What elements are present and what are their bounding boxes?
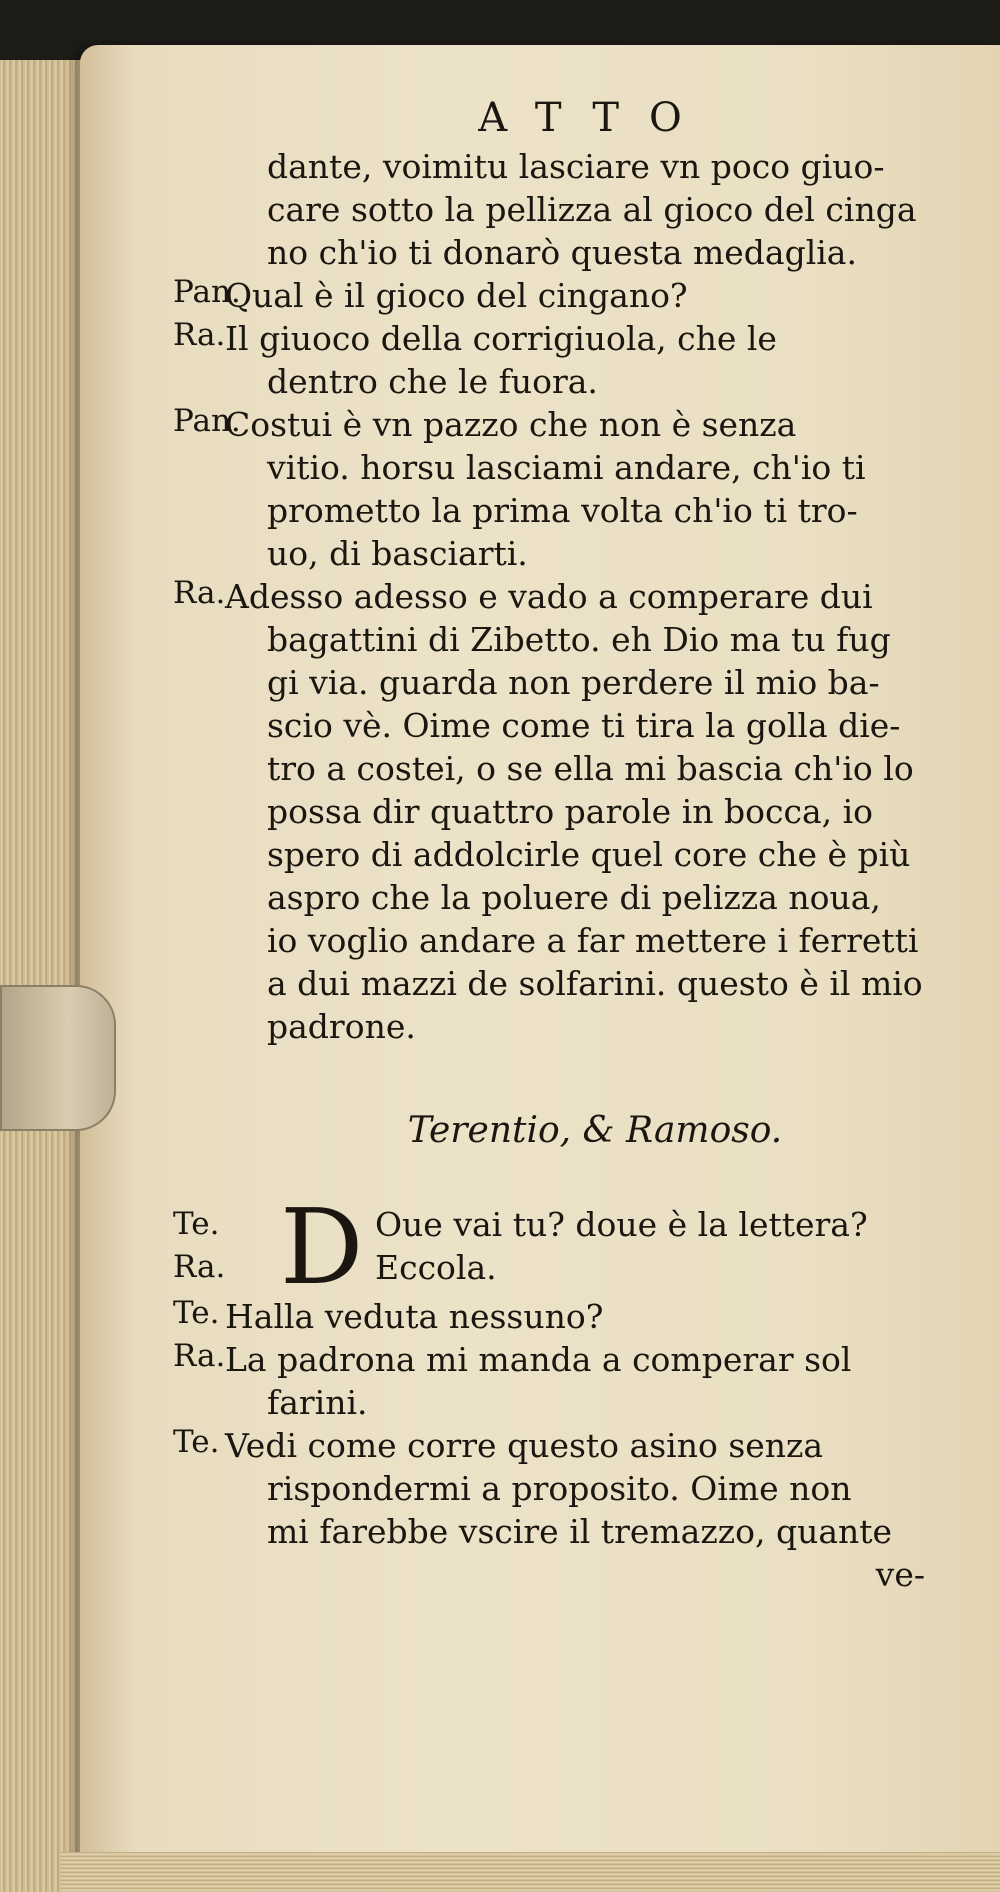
text-line: Eccola. — [375, 1248, 497, 1287]
text-line: uo, di basciarti. — [267, 534, 528, 573]
speaker-label: Ra. — [173, 575, 226, 611]
drop-cap: D — [280, 1186, 364, 1308]
text-line: gi via. guarda non perdere il mio ba- — [267, 663, 880, 702]
text-line: bagattini di Zibetto. eh Dio ma tu fug — [267, 620, 891, 659]
speech — [173, 1295, 965, 1338]
text-line: a dui mazzi de solfarini. questo è il mio — [267, 964, 923, 1003]
text-line: rispondermi a proposito. Oime non — [267, 1469, 852, 1508]
text-line: dentro che le fuora. — [267, 362, 598, 401]
speaker-label: Pan. — [173, 403, 241, 439]
scene-title: Terentio, & Ramoso. — [407, 1110, 783, 1151]
speaker-label: Ra. — [173, 317, 226, 353]
speaker-label: Te. — [173, 1206, 220, 1242]
speeches-top — [173, 274, 965, 1048]
text-line: mi farebbe vscire il tremazzo, quante — [267, 1512, 893, 1551]
text-line: Qual è il gioco del cingano? — [225, 276, 688, 315]
text-line: io voglio andare a far mettere i ferretti — [267, 921, 919, 960]
speech — [173, 403, 965, 575]
text-line: tro a costei, o se ella mi bascia ch'io lo — [267, 749, 914, 788]
speech — [173, 317, 965, 403]
book-clip — [0, 985, 116, 1131]
text-line: scio vè. Oime come ti tira la golla die- — [267, 706, 901, 745]
text-line: prometto la prima volta ch'io ti tro- — [267, 491, 858, 530]
text-line: Il giuoco della corrigiuola, che le — [225, 319, 777, 358]
text-line: care sotto la pellizza al gioco del cinga — [267, 190, 917, 229]
text-line: padrone. — [267, 1007, 416, 1046]
speech — [173, 1424, 965, 1553]
text-line: Costui è vn pazzo che non è senza — [225, 405, 797, 444]
text-line: vitio. horsu lasciami andare, ch'io ti — [267, 448, 866, 487]
speaker-label: Te. — [173, 1295, 220, 1331]
text-line: no ch'io ti donarò questa medaglia. — [267, 233, 857, 272]
text-line: farini. — [267, 1383, 368, 1422]
speaker-label: Ra. — [173, 1338, 226, 1374]
dropcap-block — [173, 1186, 965, 1308]
speech — [173, 274, 965, 317]
text-line: La padrona mi manda a comperar sol — [225, 1340, 852, 1379]
running-header: ATTO — [478, 95, 712, 141]
page-bottom-edges — [60, 1852, 1000, 1892]
text-block — [173, 95, 965, 1596]
speech — [173, 1338, 965, 1424]
text-line: Oue vai tu? doue è la lettera? — [375, 1205, 868, 1244]
text-line: spero di addolcirle quel core che è più — [267, 835, 911, 874]
continuation — [225, 145, 965, 274]
speaker-label: Te. — [173, 1424, 220, 1460]
text-line: Adesso adesso e vado a comperare dui — [225, 577, 873, 616]
text-line: aspro che la poluere di pelizza noua, — [267, 878, 881, 917]
speaker-label: Pan. — [173, 274, 241, 310]
speeches-bottom — [173, 1295, 965, 1553]
catchword: ve- — [875, 1555, 925, 1594]
text-line: Halla veduta nessuno? — [225, 1297, 604, 1336]
speech — [173, 575, 965, 1048]
speaker-label: Ra. — [173, 1249, 226, 1285]
text-line: possa dir quattro parole in bocca, io — [267, 792, 874, 831]
text-line: dante, voimitu lasciare vn poco giuo- — [267, 147, 885, 186]
text-line: Vedi come corre questo asino senza — [225, 1426, 824, 1465]
